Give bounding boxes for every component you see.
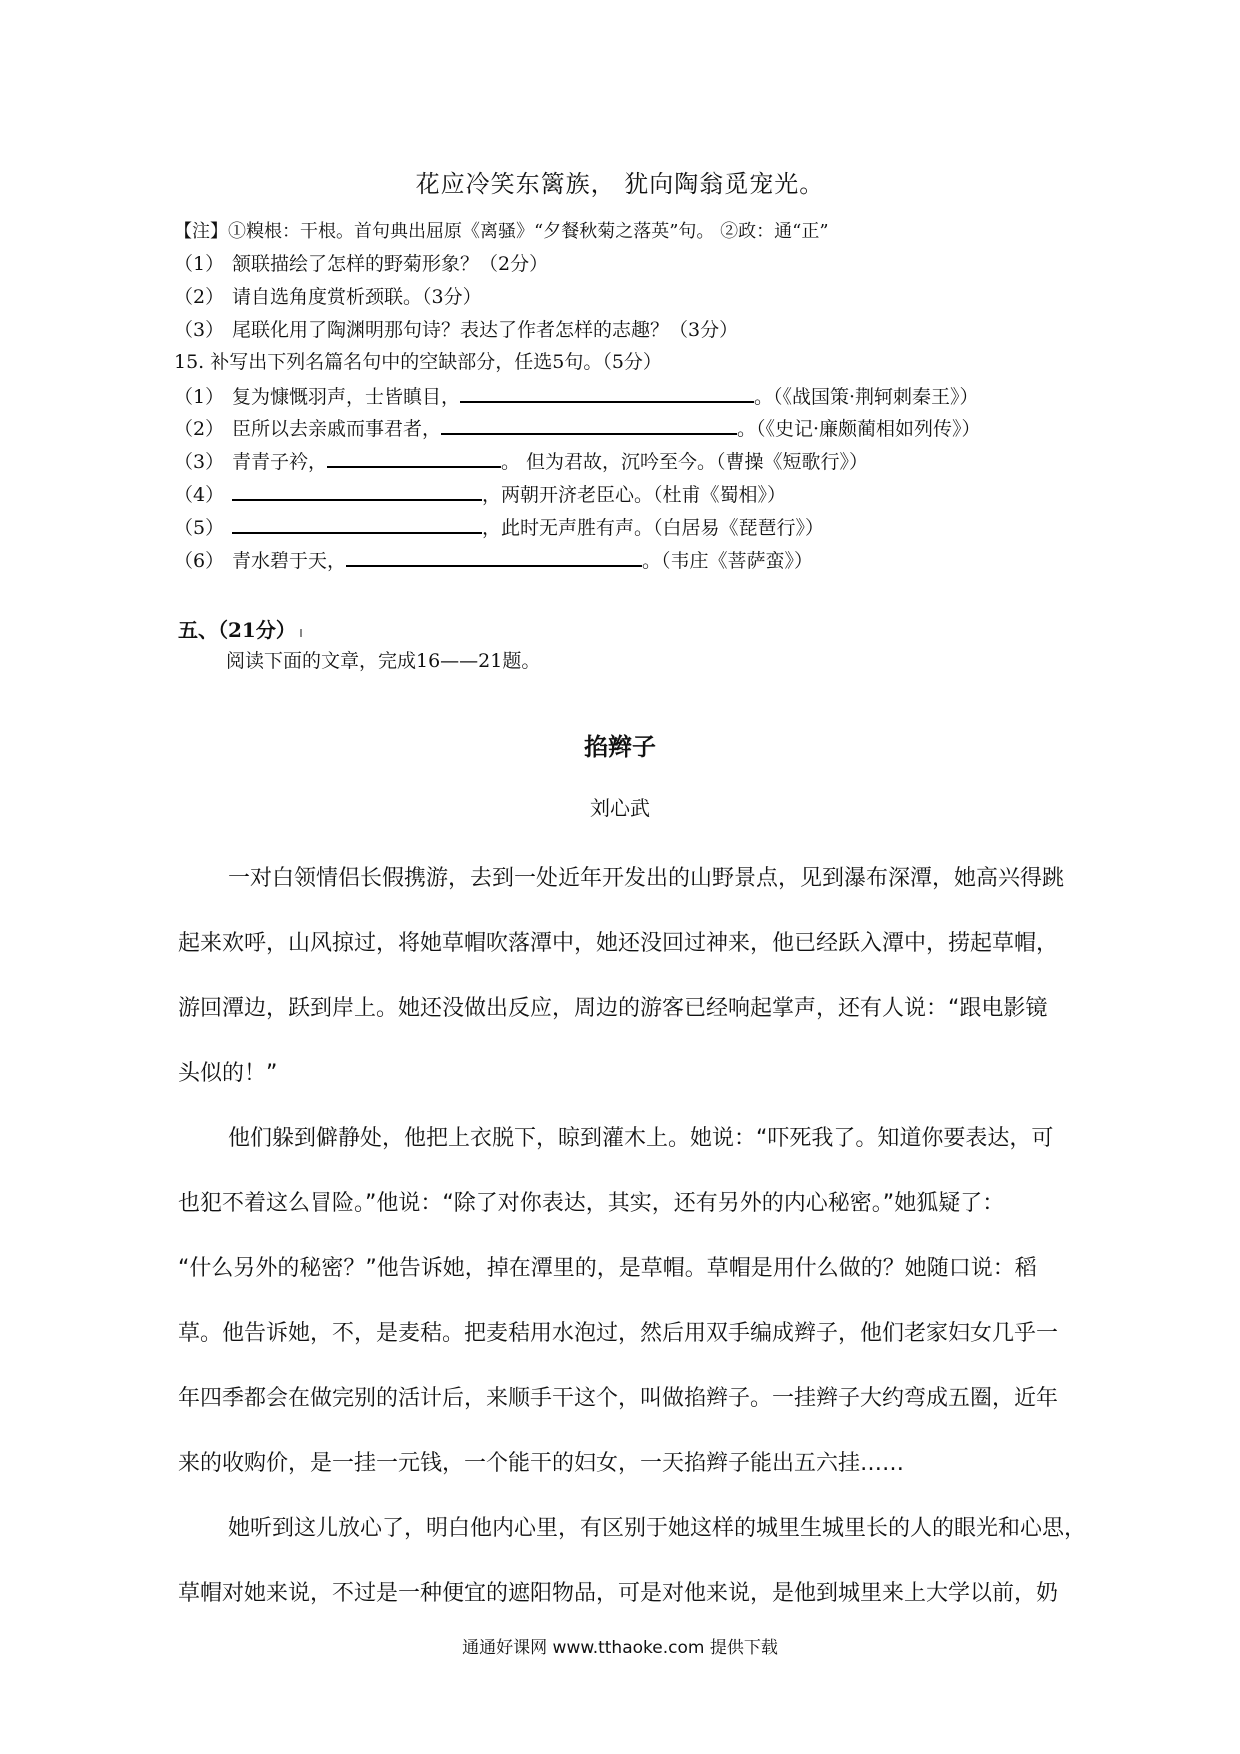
question-text: 尾联化用了陶渊明那句诗？表达了作者怎样的志趣？（3分） [232, 319, 739, 341]
item-number: （2） [174, 418, 225, 440]
item-number: （3） [174, 451, 225, 473]
article-line-6: 也犯不着这么冒险。”他说：“除了对你表达，其实，还有另外的内心秘密。”她狐疑了： [178, 1191, 1005, 1216]
article-line-12: 草帽对她来说，不过是一种便宜的遮阳物品，可是对他来说，是他到城里来上大学以前，奶 [178, 1581, 1059, 1606]
question-text: 请自选角度赏析颈联。（3分） [232, 286, 482, 308]
question-15-item-1 [174, 383, 979, 410]
article-title: 掐辫子 [584, 733, 656, 761]
answer-blank[interactable] [441, 415, 737, 435]
article-line-9: 年四季都会在做完别的活计后，来顺手干这个，叫做掐辫子。一挂辫子大约弯成五圈，近年 [178, 1386, 1059, 1411]
article-line-11: 她听到这儿放心了，明白他内心里，有区别于她这样的城里生城里长的人的眼光和心思， [228, 1516, 1087, 1541]
question-15-title: 15. 补写出下列名篇名句中的空缺部分，任选5句。（5分） [174, 351, 662, 373]
question-number: （3） [174, 319, 225, 341]
section-instruction: 阅读下面的文章，完成16——21题。 [226, 650, 541, 672]
article-line-10: 来的收购价，是一挂一元钱，一个能干的妇女，一天掐辫子能出五六挂…… [178, 1451, 905, 1476]
article-line-1: 一对白领情侣长假携游，去到一处近年开发出的山野景点，见到瀑布深潭，她高兴得跳 [228, 866, 1065, 891]
item-text-after: 。（《战国策·荆轲刺秦王》） [754, 386, 979, 408]
question-15-item-5 [174, 514, 824, 541]
item-number: （4） [174, 484, 225, 506]
answer-blank[interactable] [232, 481, 482, 501]
item-text-after: ，两朝开济老臣心。（杜甫《蜀相》） [482, 484, 787, 506]
item-text-after: 。（韦庄《菩萨蛮》） [642, 550, 814, 572]
question-14-2 [174, 284, 482, 310]
answer-blank[interactable] [232, 514, 482, 534]
article-line-5: 他们躲到僻静处，他把上衣脱下，晾到灌木上。她说：“吓死我了。知道你要表达，可 [228, 1126, 1054, 1151]
article-line-3: 游回潭边，跃到岸上。她还没做出反应，周边的游客已经响起掌声，还有人说：“跟电影镜 [178, 996, 1048, 1021]
section-five-heading [178, 614, 302, 643]
section-marker-dot [300, 629, 302, 637]
answer-blank[interactable] [327, 448, 501, 468]
item-number: （6） [174, 550, 225, 572]
article-line-8: 草。他告诉她，不，是麦秸。把麦秸用水泡过，然后用双手编成辫子，他们老家妇女几乎一 [178, 1321, 1059, 1346]
page-footer: 通通好课网 www.tthaoke.com 提供下载 [462, 1638, 778, 1658]
answer-blank[interactable] [346, 547, 642, 567]
item-text-after: 。（《史记·廉颇蔺相如列传》） [737, 418, 981, 440]
item-text-before: 复为慷慨羽声，士皆瞋目， [232, 386, 461, 408]
answer-blank[interactable] [460, 383, 754, 403]
question-number: （2） [174, 286, 225, 308]
question-15-item-3 [174, 448, 868, 475]
question-number: （1） [174, 253, 225, 275]
item-number: （5） [174, 517, 225, 539]
question-15-item-2 [174, 415, 981, 442]
poem-annotation-note: 【注】①糗根：干根。首句典出屈原《离骚》“夕餐秋菊之落英”句。 ②政：通“正” [174, 221, 829, 242]
article-line-4: 头似的！” [178, 1061, 278, 1086]
article-author: 刘心武 [590, 796, 650, 820]
section-title-text: 五、（21分） [178, 618, 296, 642]
poem-final-couplet: 花应冷笑东篱族， 犹向陶翁觅宠光。 [415, 170, 825, 198]
question-15-item-4 [174, 481, 786, 508]
article-line-7: “什么另外的秘密？”他告诉她，掉在潭里的，是草帽。草帽是用什么做的？她随口说：稻 [178, 1256, 1037, 1281]
item-text-before: 青水碧于天， [232, 550, 347, 572]
item-text-after: ，此时无声胜有声。（白居易《琵琶行》） [482, 517, 825, 539]
item-text-before: 臣所以去亲戚而事君者， [232, 418, 442, 440]
item-text-after: 。 但为君故，沉吟至今。（曹操《短歌行》） [501, 451, 869, 473]
question-15-item-6 [174, 547, 813, 574]
question-14-3 [174, 317, 738, 343]
question-14-1 [174, 251, 548, 277]
item-number: （1） [174, 386, 225, 408]
question-text: 颔联描绘了怎样的野菊形象？（2分） [232, 253, 549, 275]
item-text-before: 青青子衿， [232, 451, 328, 473]
article-line-2: 起来欢呼，山风掠过，将她草帽吹落潭中，她还没回过神来，他已经跃入潭中，捞起草帽， [178, 931, 1059, 956]
